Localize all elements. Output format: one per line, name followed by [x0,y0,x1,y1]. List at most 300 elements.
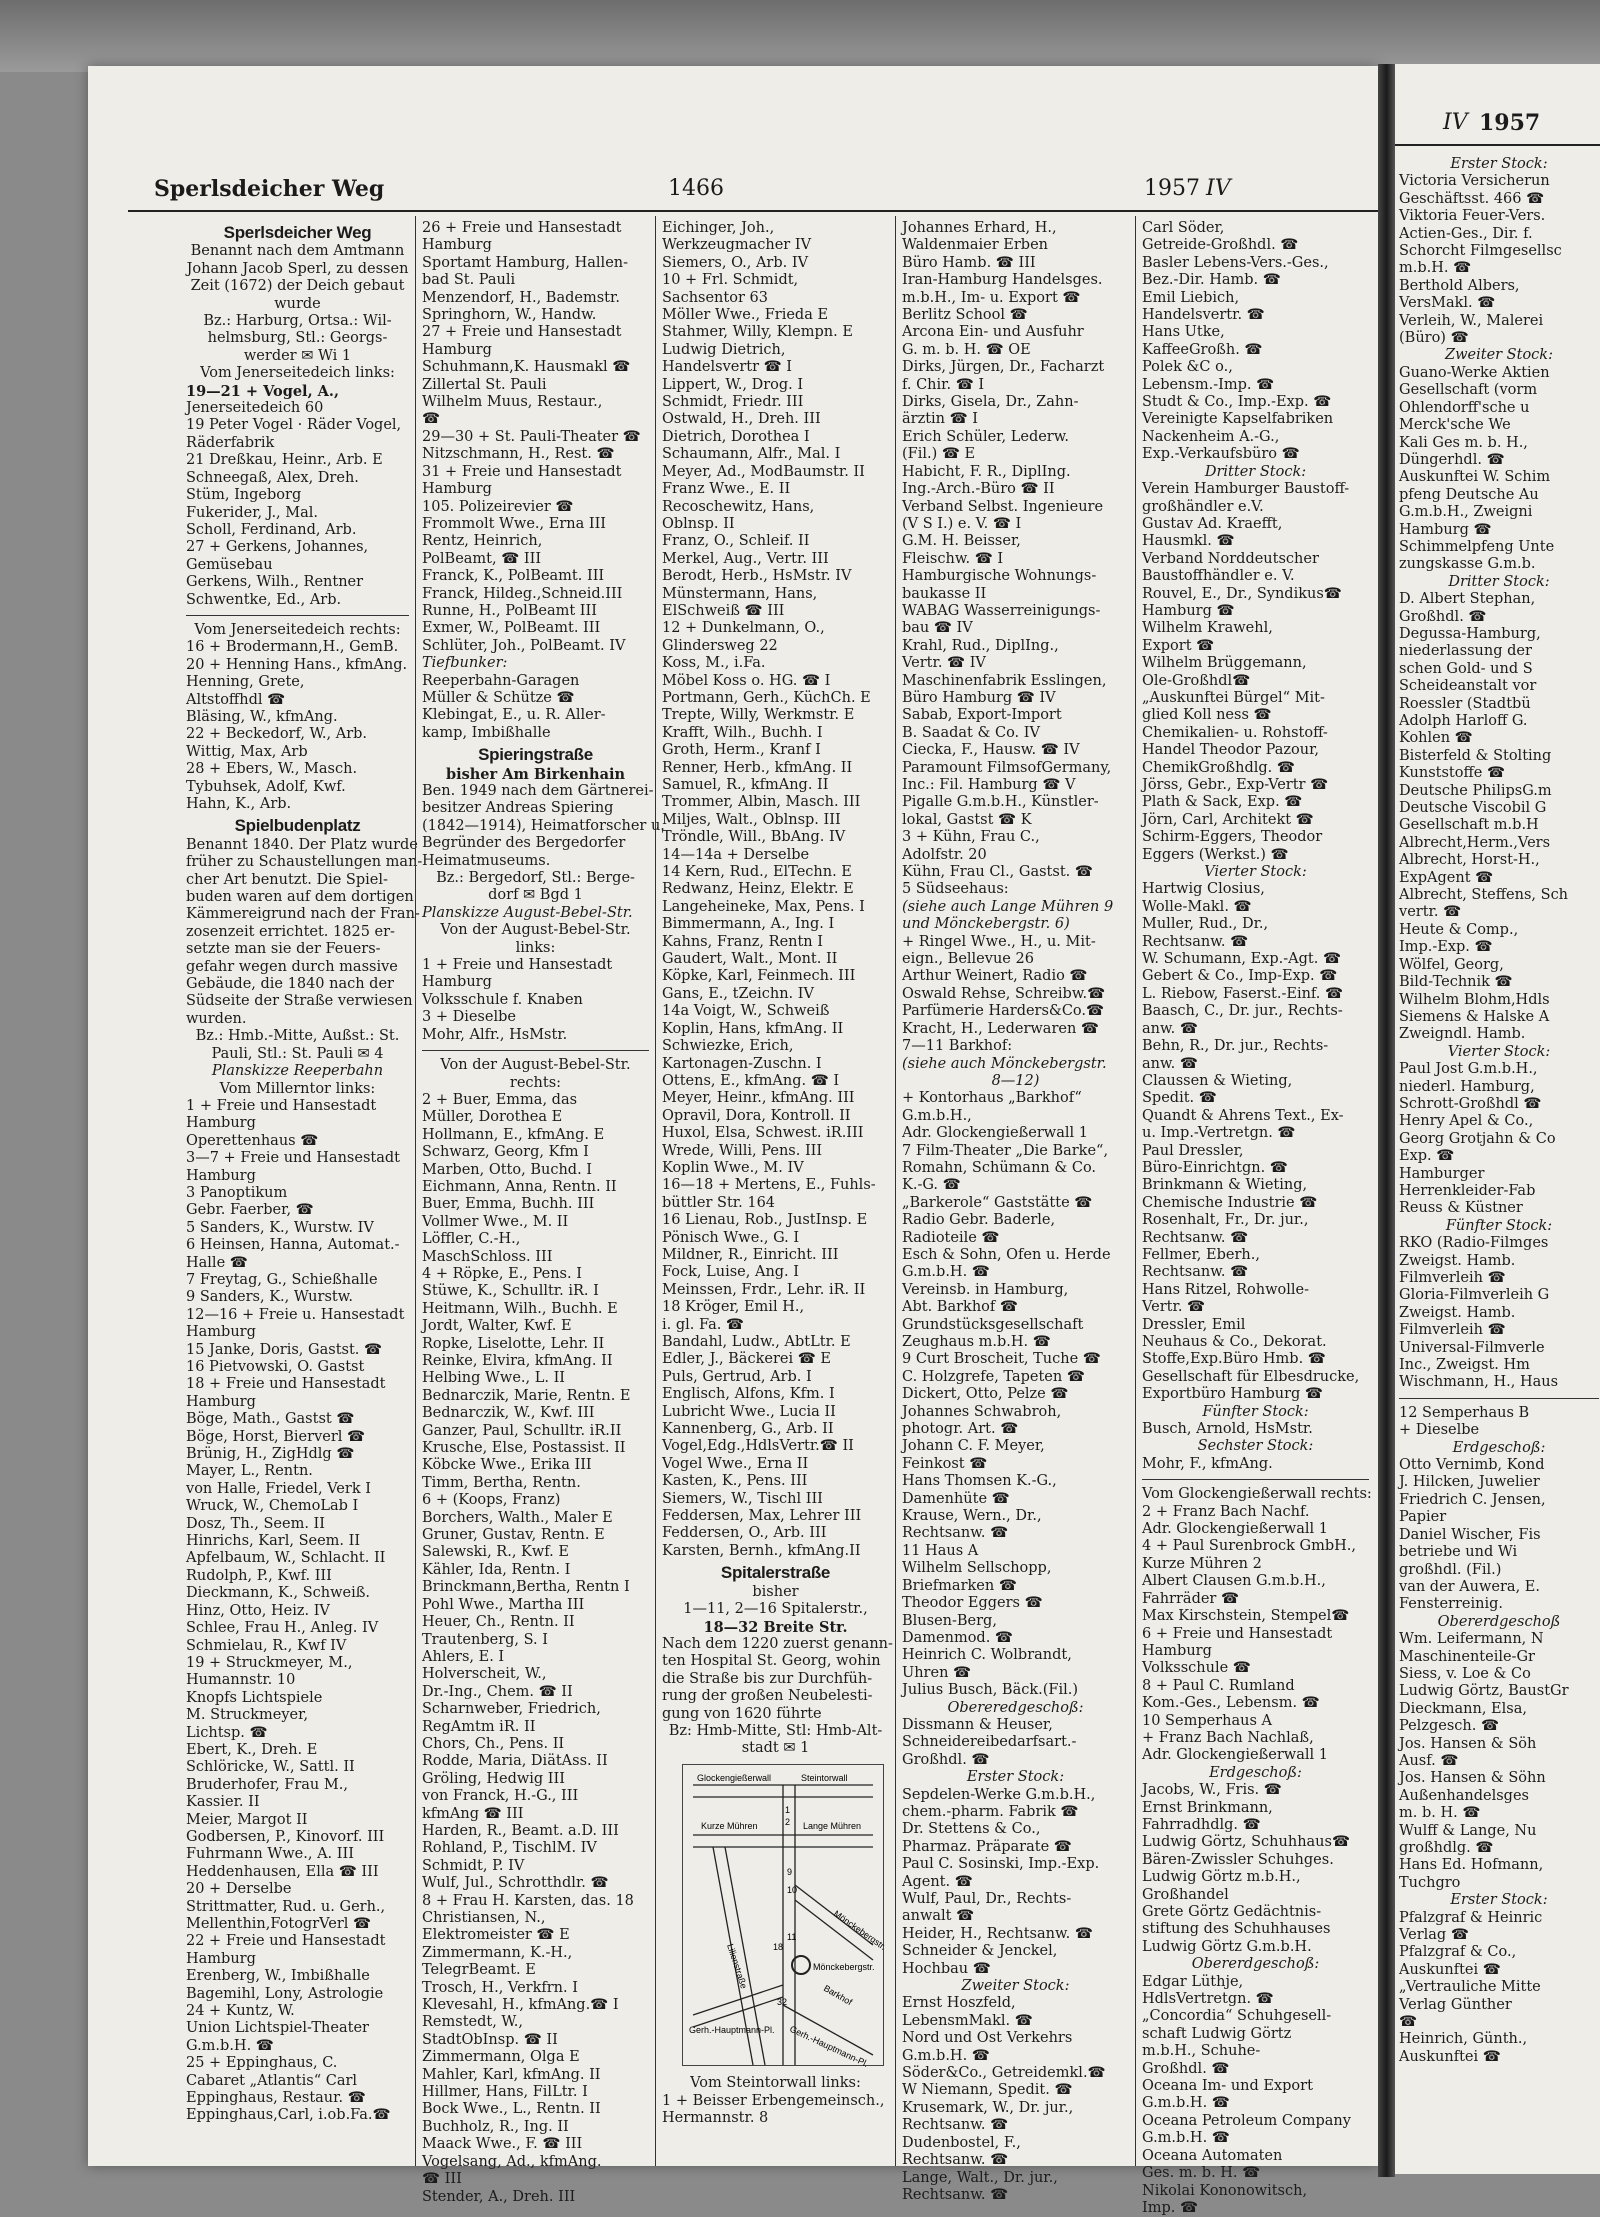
directory-entry: 7 Freytag, G., Schießhalle [186,1271,378,1288]
directory-entry: bisher [752,1583,799,1600]
directory-entry: Verlag Günther [1399,1996,1512,2013]
directory-entry: Nitzschmann, H., Rest. ☎ [422,446,615,463]
directory-entry: Deutsche PhilipsG.m [1399,782,1552,799]
directory-entry: Handelsvertr. ☎ [1142,307,1265,324]
directory-entry: Dieckmann, Elsa, [1399,1700,1527,1717]
directory-entry: RKO (Radio-Filmges [1399,1235,1549,1252]
directory-entry: Auskunftei ☎ [1399,2048,1501,2065]
directory-entry: Opravil, Dora, Kontroll. II [662,1107,851,1124]
directory-entry: Puls, Gertrud, Arb. I [662,1368,812,1385]
directory-entry: Franz Wwe., E. II [662,481,791,498]
directory-entry: 6 + Freie und Hansestadt [1142,1625,1333,1642]
directory-entry: von Franck, H.-G., III [422,1788,579,1805]
map-street-label: Barkhof [822,1982,854,2007]
directory-entry: Hillmer, Hans, FilLtr. I [422,2084,588,2101]
directory-entry: Henning, Grete, [186,674,305,691]
directory-entry: 3 + Dieselbe [422,1009,516,1026]
directory-entry: Volksschule f. Knaben [422,991,583,1008]
directory-entry: Wischmann, H., Haus [1399,1374,1559,1391]
directory-entry: Obereredgeschoß: [947,1699,1084,1716]
directory-entry: 14 Kern, Rud., ElTechn. E [662,864,852,881]
directory-entry: 9 Curt Broscheit, Tuche ☎ [902,1351,1101,1368]
directory-entry: Tybuhsek, Adolf, Kwf. [186,778,346,795]
directory-entry: Mildner, R., Einricht. III [662,1246,839,1263]
directory-entry: (siehe auch Lange Mühren 9 [902,898,1114,915]
directory-entry: HdlsVertretgn. ☎ [1142,1991,1274,2008]
directory-entry: glied Koll ness ☎ [1142,707,1272,724]
directory-entry: Iran-Hamburg Handelsges. [902,272,1103,289]
directory-entry: Imp.-Exp. ☎ [1399,939,1493,956]
directory-entry: + Kontorhaus „Barkhof“ [902,1090,1082,1107]
directory-entry: ☎ III [422,2171,462,2188]
directory-entry: Lebensm.-Imp. ☎ [1142,376,1275,393]
directory-entry: Carl Söder, [1142,220,1225,236]
directory-entry: Filmverleih ☎ [1399,1322,1506,1339]
directory-entry: Wulf, Jul., Schrotthdlr. ☎ [422,1875,609,1892]
directory-entry: Erster Stock: [966,1769,1065,1786]
directory-entry: früher zu Schaustellungen man- [186,854,423,871]
directory-entry: dorf ✉ Bgd 1 [488,887,583,904]
directory-entry: Gloria-Filmverleih G [1399,1287,1550,1304]
directory-entry: Maschinenteile-Gr [1399,1648,1535,1665]
directory-entry: Begründer des Bergedorfer [422,835,626,852]
directory-entry: Löffler, C.-H., [422,1231,521,1248]
directory-entry: Klebingat, E., u. R. Aller- [422,707,606,724]
directory-entry: Theodor Eggers ☎ [902,1595,1043,1612]
directory-entry: Schorcht Filmgesellsc [1399,243,1562,260]
directory-entry: Vertr. ☎ IV [902,655,986,672]
map-street-label: Kurze Mühren [701,1820,758,1831]
directory-entry: Zeit (1672) der Deich gebaut [190,278,405,295]
directory-entry: 2 + Franz Bach Nachf. [1142,1503,1310,1520]
directory-entry: Jörss, Gebr., Exp-Vertr ☎ [1142,777,1329,793]
directory-entry: 2 + Buer, Emma, das [422,1091,578,1108]
directory-entry: Söder&Co., Getreidemkl.☎ [902,2065,1106,2082]
directory-entry: Kahns, Franz, Rentn I [662,933,823,950]
directory-entry: Dosz, Th., Seem. II [186,1515,326,1532]
directory-entry: rung der großen Neubelesti- [662,1688,873,1705]
directory-entry: Dietrich, Dorothea I [662,428,810,445]
directory-entry: Brinkmann & Wieting, [1142,1177,1308,1194]
directory-entry: die Straße bis zur Durchfüh- [662,1670,873,1687]
directory-entry: StadtObInsp. ☎ II [422,2031,558,2048]
directory-entry: Ostwald, H., Dreh. III [662,411,821,428]
directory-entry: Rouvel, E., Dr., Syndikus☎ [1142,585,1342,602]
directory-entry: Ole-Großhdl☎ [1142,672,1251,689]
directory-entry: Imp. ☎ [1142,2199,1199,2216]
directory-entry: Wolle-Makl. ☎ [1142,898,1252,915]
directory-entry: Wulff & Lange, Nu [1399,1822,1537,1839]
directory-entry: Münstermann, Hans, [662,585,818,602]
directory-entry: Oswald Rehse, Schreibw.☎ [902,985,1106,1002]
directory-entry: Georg Grotjahn & Co [1399,1130,1556,1147]
directory-entry: 4 + Paul Surenbrock GmbH., [1142,1538,1356,1555]
directory-entry: Jos. Hansen & Söhn [1399,1770,1546,1787]
directory-entry: 9 Sanders, K., Wurstw. [186,1289,354,1306]
directory-entry: Groth, Herm., Kranf I [662,742,821,759]
directory-entry: Esch & Sohn, Ofen u. Herde [902,1246,1111,1263]
directory-entry: Rechtsanw. ☎ [902,2186,1009,2203]
directory-entry: schaft Ludwig Görtz [1142,2025,1292,2042]
directory-entry: Müller & Schütze ☎ [422,689,575,706]
directory-entry: Erster Stock: [1450,1892,1548,1909]
directory-entry: Schwarz, Georg, Kfm I [422,1144,589,1161]
right-page-column [1399,156,1599,2066]
directory-entry: Hamburg ☎ [1142,602,1235,619]
directory-entry: Zweiter Stock: [961,1978,1070,1995]
directory-entry: Paul Dressler, [1142,1142,1244,1159]
directory-entry: Stüm, Ingeborg [186,487,302,504]
section-separator [186,615,409,616]
directory-entry: Tröndle, Will., BbAng. IV [662,829,846,846]
street-heading: Spieringstraße [478,745,593,765]
directory-entry: Uhren ☎ [902,1664,972,1681]
directory-entry: Pharmaz. Präparate ☎ [902,1838,1072,1855]
directory-entry: Springhorn, W., Handw. [422,307,597,324]
map-house-number: 11 [787,1931,797,1942]
directory-entry: Ing.-Arch.-Büro ☎ II [902,481,1055,498]
directory-entry: Gröling, Hedwig III [422,1770,565,1787]
directory-entry: Bez.-Dir. Hamb. ☎ [1142,272,1281,289]
directory-entry: Busch, Arnold, HsMstr. [1142,1421,1313,1438]
directory-entry: zungskasse G.m.b. [1399,556,1536,573]
directory-entry: Gruner, Gustav, Rentn. E [422,1527,605,1544]
directory-entry: Bednarczik, Marie, Rentn. E [422,1387,631,1404]
directory-entry: Fellmer, Eberh., [1142,1246,1260,1263]
directory-entry: Johannes Erhard, H., [902,220,1057,236]
directory-entry: 12 + Dunkelmann, O., [662,620,825,637]
directory-entry: Kühn, Frau Cl., Gastst. ☎ [902,864,1093,881]
directory-entry: Schneidereibedarfsart.- [902,1734,1077,1751]
directory-entry: Mayer, L., Rentn. [186,1463,313,1480]
directory-entry: niederl. Hamburg, [1399,1078,1535,1095]
directory-entry: Deutsche Viscobil G [1399,800,1547,817]
directory-entry: Bild-Technik ☎ [1399,974,1513,991]
directory-entry: Feinkost ☎ [902,1455,988,1472]
header-page-number: 1466 [668,176,724,201]
directory-entry: Ges. m. b. H. ☎ [1142,2165,1261,2182]
directory-entry: Fuhrmann Wwe., A. III [186,1846,354,1863]
directory-entry: Zweigndl. Hamb. [1399,1026,1526,1043]
directory-entry: Franck, K., PolBeamt. III [422,568,605,585]
directory-entry: Franz, O., Schleif. II [662,533,810,550]
directory-entry: Obererdgeschoß: [1191,1956,1320,1973]
directory-entry: Köbcke Wwe., Erika III [422,1457,592,1474]
directory-entry: Auskunftei ☎ [1399,1961,1501,1978]
directory-entry: Menzendorf, H., Bademstr. [422,289,620,306]
directory-entry: Schlee, Frau H., Anleg. IV [186,1620,379,1637]
map-house-number: 1 [785,1804,791,1815]
directory-entry: 7—11 Barkhof: [902,1038,1013,1055]
directory-entry: Bagemihl, Lony, Astrologie [186,1985,384,2002]
directory-entry: Vereinsb. in Hamburg, [902,1281,1069,1298]
directory-entry: Müller, Dorothea E [422,1109,563,1126]
directory-entry: Hamburg [422,341,492,358]
directory-entry: setzte man sie der Feuers- [186,941,381,958]
directory-entry: Düngerhdl. ☎ [1399,451,1505,468]
directory-entry: G.m.b.H. ☎ [186,2037,274,2054]
directory-entry: Meyer, Ad., ModBaumstr. II [662,463,865,480]
directory-entry: Meyer, Heinr., kfmAng. III [662,1090,855,1107]
directory-entry: Verlag ☎ [1399,1927,1469,1944]
directory-entry: 1 + Freie und Hansestadt [186,1097,377,1114]
directory-entry: Berlitz School ☎ [902,307,1028,324]
directory-entry: Hamburg [186,1324,256,1341]
directory-entry: Radioteile ☎ [902,1229,1000,1246]
directory-entry: G.m.b.H. ☎ [902,1264,990,1281]
directory-entry: Großhdl. ☎ [1399,608,1487,625]
directory-entry: Fünfter Stock: [1202,1403,1309,1420]
directory-entry: Baasch, C., Dr. jur., Rechts- [1142,1003,1343,1020]
directory-entry: Wittig, Max, Arb [186,743,308,760]
directory-entry: 16 + Brodermann,H., GemB. [186,639,399,656]
directory-entry: Siemers, O., Arb. IV [662,254,809,271]
directory-entry: Adolph Harloff G. [1399,713,1528,729]
directory-entry: Vogelsang, Ad., kfmAng. [422,2153,602,2170]
directory-entry: Mohr, Alfr., HsMstr. [422,1026,568,1043]
directory-entry: Heinrich C. Wolbrandt, [902,1647,1072,1664]
directory-entry: 22 + Freie und Hansestadt [186,1933,386,1950]
directory-entry: B. Saadat & Co. IV [902,724,1040,741]
directory-entry: Erster Stock: [1450,156,1548,172]
directory-entry: Rentz, Heinrich, [422,533,543,550]
directory-entry: Arthur Weinert, Radio ☎ [902,968,1088,985]
directory-entry: Schmidt, Friedr. III [662,394,804,411]
directory-entry: Fensterreinig. [1399,1596,1503,1613]
directory-entry: Hamburger [1399,1165,1485,1182]
directory-entry: Hamburgische Wohnungs- [902,568,1097,585]
directory-entry: Huxol, Elsa, Schwest. iR.III [662,1125,864,1142]
directory-entry: Scholl, Ferdinand, Arb. [186,521,357,538]
directory-entry: Wilhelm Muus, Restaur., [422,394,603,411]
directory-entry: Eichmann, Anna, Rentn. II [422,1178,617,1195]
directory-entry: Vom Glockengießerwall rechts: [1142,1486,1372,1503]
directory-entry: Quandt & Ahrens Text., Ex- [1142,1107,1344,1124]
directory-entry: Großhandel [1142,1886,1229,1903]
directory-entry: Vom Jenerseitedeich links: [200,365,395,382]
directory-entry: Hans Ed. Hofmann, [1399,1857,1544,1874]
directory-entry: Möller Wwe., Frieda E [662,307,829,324]
directory-entry: Pönisch Wwe., G. I [662,1229,800,1246]
directory-entry: Miljes, Walt., Oblnsp. III [662,811,841,828]
directory-entry: Wruck, W., ChemoLab I [186,1498,359,1515]
directory-entry: Ernst Brinkmann, [1142,1799,1273,1816]
directory-entry: Volksschule ☎ [1142,1660,1251,1677]
directory-entry: Vogel,Edg.,HdlsVertr.☎ II [662,1438,854,1455]
directory-entry: + Ringel Wwe., H., u. Mit- [902,933,1096,950]
directory-entry: Knopfs Lichtspiele [186,1689,323,1706]
directory-entry: Pohl Wwe., Martha III [422,1596,585,1613]
directory-entry: Johann C. F. Meyer, [902,1438,1045,1455]
directory-entry: Briefmarken ☎ [902,1577,1017,1594]
directory-entry: ExpAgent ☎ [1399,869,1494,886]
directory-entry: Hans Thomsen K.-G., [902,1473,1057,1490]
directory-entry: Strittmatter, Rud. u. Gerh., [186,1898,386,1915]
directory-entry: Degussa-Hamburg, [1399,625,1541,642]
directory-entry: Werkzeugmacher IV [662,237,812,254]
directory-entry: Karsten, Bernh., kfmAng.II [662,1542,861,1559]
directory-entry: Fünfter Stock: [1445,1217,1553,1234]
directory-entry: 10 Semperhaus A [1142,1712,1272,1729]
directory-entry: 18 Kröger, Emil H., [662,1299,805,1316]
planskizze-map [682,1764,888,2069]
directory-entry: Friedrich C. Jensen, [1399,1491,1546,1508]
directory-entry: 8 + Frau H. Karsten, das. 18 [422,1892,634,1909]
directory-entry: 15 Janke, Doris, Gastst. ☎ [186,1341,383,1358]
directory-entry: Kom.-Ges., Lebensm. ☎ [1142,1695,1320,1712]
directory-entry: 12—16 + Freie u. Hansestadt [186,1306,405,1323]
directory-entry: „Vertrauliche Mitte [1399,1979,1541,1996]
directory-entry: Ludwig Görtz, BaustGr [1399,1683,1569,1700]
directory-entry: Dr.-Ing., Chem. ☎ II [422,1683,573,1700]
directory-entry: Zweigst. Hamb. [1399,1304,1516,1321]
directory-entry: Oblnsp. II [662,515,735,532]
directory-entry: büttler Str. 164 [662,1194,776,1211]
directory-entry: Romahn, Schümann & Co. [902,1159,1097,1176]
directory-entry: Rosenhalt, Fr., Dr. jur., [1142,1212,1309,1229]
map-street-label: Lilienstraße [725,1942,749,1990]
directory-entry: Rechtsanw. ☎ [902,2152,1009,2169]
directory-entry: Großhdl. ☎ [1142,2060,1230,2077]
directory-entry: Berodt, Herb., HsMstr. IV [662,568,852,585]
directory-entry: Jacobs, W., Fris. ☎ [1142,1782,1282,1799]
directory-entry: Baustoffhändler e. V. [1142,568,1295,585]
directory-entry: Inc., Zweigst. Hm [1399,1357,1530,1374]
directory-entry: Julius Busch, Bäck.(Fil.) [902,1682,1079,1699]
directory-entry: Trepte, Willy, Werkmstr. E [662,707,855,724]
directory-entry: L. Riebow, Faserst.-Einf. ☎ [1142,985,1344,1002]
directory-entry: 1 + Freie und Hansestadt [422,957,613,974]
section-separator [1142,1479,1369,1480]
directory-entry: Sabab, Export-Import [902,707,1062,724]
column-3 [655,216,895,2166]
directory-entry: Pfalzgraf & Heinric [1399,1909,1543,1926]
directory-entry: Verband Selbst. Ingenieure [902,498,1104,515]
directory-entry: Wilhelm Krawehl, [1142,620,1273,637]
directory-entry: Bruderhofer, Frau M., [186,1776,348,1793]
directory-entry: Dritter Stock: [1448,573,1550,590]
directory-entry: Polek &C o., [1142,359,1233,376]
directory-entry: 19 Peter Vogel · Räder Vogel, [186,417,402,434]
directory-entry: u. Imp.-Vertretgn. ☎ [1142,1125,1296,1142]
directory-entry: Johannes Schwabroh, [902,1403,1062,1420]
directory-entry: Borchers, Walth., Maler E [422,1509,613,1526]
directory-entry: Wölfel, Georg, [1399,956,1504,973]
directory-entry: Dirks, Jürgen, Dr., Facharzt [902,359,1105,376]
directory-entry: Erich Schüler, Lederw. [902,428,1070,445]
directory-entry: + Franz Bach Nachlaß, [1142,1729,1314,1746]
directory-entry: Bz.: Hmb.-Mitte, Außst.: St. [195,1028,400,1045]
directory-entry: Wilhelm Brüggemann, [1142,655,1307,672]
directory-entry: rechts: [509,1074,562,1091]
directory-entry: W Niemann, Spedit. ☎ [902,2082,1073,2099]
directory-entry: Gans, E., tZeichn. IV [662,985,814,1002]
directory-entry: Stender, A., Dreh. III [422,2188,576,2205]
directory-entry: betriebe und Wi [1399,1544,1518,1561]
directory-entry: Vollmer Wwe., M. II [422,1213,569,1230]
directory-entry: baukasse II [902,585,987,602]
directory-entry: Bandahl, Ludw., AbtLtr. E [662,1334,851,1350]
directory-entry: G.m.b.H. ☎ [1142,2130,1230,2147]
directory-entry: Exportbüro Hamburg ☎ [1142,1386,1323,1403]
directory-entry: Albrecht, Horst-H., [1399,852,1540,869]
directory-entry: Obererdgeschoß [1437,1613,1561,1630]
map-street-label: Steintorwall [801,1772,848,1783]
directory-entry: Lubricht Wwe., Lucia II [662,1403,836,1420]
directory-entry: pfeng Deutsche Au [1399,486,1539,503]
directory-entry: Gebert & Co., Imp-Exp. ☎ [1142,968,1338,985]
directory-entry: Arcona Ein- und Ausfuhr [902,324,1084,341]
directory-entry: Abt. Barkhof ☎ [902,1299,1018,1316]
column-4 [895,216,1135,2203]
directory-entry: Schuhmann,K. Hausmakl ☎ [422,359,631,376]
directory-entry: Scharnweber, Friedrich, [422,1701,601,1718]
directory-entry: Koplin, Hans, kfmAng. II [662,1020,844,1037]
directory-entry: 24 + Kuntz, W. [186,2003,295,2020]
directory-entry: Paul Jost G.m.b.H., [1399,1061,1538,1078]
directory-entry: 29—30 + St. Pauli-Theater ☎ [422,428,641,445]
directory-entry: 27 + Freie und Hansestadt [422,324,622,341]
directory-entry: D. Albert Stephan, [1399,591,1536,608]
directory-entry: 4 + Röpke, E., Pens. I [422,1265,582,1282]
directory-entry: buden waren auf dem dortigen [186,889,414,906]
directory-entry: Union Lichtspiel-Theater [186,2020,369,2037]
book-gutter [1378,64,1395,2177]
directory-entry: cher Art benutzt. Die Spiel- [186,871,388,888]
directory-entry: Rechtsanw. ☎ [1142,1229,1249,1246]
directory-entry: Operettenhaus ☎ [186,1132,319,1149]
directory-entry: gung von 1620 führte [662,1705,822,1722]
directory-entry: Exmer, W., PolBeamt. III [422,620,601,637]
directory-entry: Kunststoffe ☎ [1399,765,1506,782]
directory-entry: Auskunftei W. Schim [1399,469,1551,486]
directory-entry: Actien-Ges., Dir. f. [1399,225,1533,242]
directory-entry: Scheideanstalt vor [1399,678,1537,695]
directory-entry: Neuhaus & Co., Dekorat. [1142,1334,1327,1350]
directory-entry: Koplin Wwe., M. IV [662,1159,804,1176]
map-street-label: Lange Mühren [803,1820,862,1831]
directory-entry: Export ☎ [1142,637,1215,654]
street-heading: Sperlsdeicher Weg [223,223,372,242]
directory-entry: Vom Jenerseitedeich rechts: [194,621,401,638]
directory-entry: ärztin ☎ I [902,411,979,428]
directory-entry: Ropke, Liselotte, Lehr. II [422,1335,605,1352]
directory-entry: Krusemark, W., Dr. jur., [902,2099,1074,2116]
directory-entry: 19—21 + Vogel, A., [186,382,340,400]
directory-entry: Fleischw. ☎ I [902,550,1004,567]
directory-entry: + Dieselbe [1399,1422,1480,1439]
directory-entry: 3—7 + Freie und Hansestadt [186,1150,400,1167]
directory-entry: Englisch, Alfons, Kfm. I [662,1386,835,1403]
directory-entry: Maschinenfabrik Esslingen, [902,672,1107,689]
directory-entry: Von der August-Bebel-Str. [440,1057,631,1074]
directory-entry: photogr. Art. ☎ [902,1421,1019,1438]
directory-entry: Hans Ritzel, Rohwolle- [1142,1281,1310,1298]
directory-entry: Hamburg [186,1167,256,1184]
directory-entry: Fukerider, J., Mal. [186,504,319,521]
directory-entry: Hamburg [422,974,492,991]
directory-entry: Meier, Margot II [186,1811,308,1828]
directory-entry: m. b. H. ☎ [1399,1805,1481,1822]
directory-entry: Fock, Luise, Ang. I [662,1264,800,1281]
directory-entry: Chors, Ch., Pens. II [422,1735,565,1752]
directory-entry: Heute & Comp., [1399,921,1519,938]
directory-entry: anw. ☎ [1142,1020,1198,1037]
directory-entry: Renner, Herb., kfmAng. II [662,759,853,776]
directory-entry: Eppinghaus,Carl, i.ob.Fa.☎ [186,2107,391,2124]
directory-entry: G.m.b.H. ☎ [1142,2095,1230,2112]
directory-entry: Brünig, H., ZigHdlg ☎ [186,1446,355,1463]
